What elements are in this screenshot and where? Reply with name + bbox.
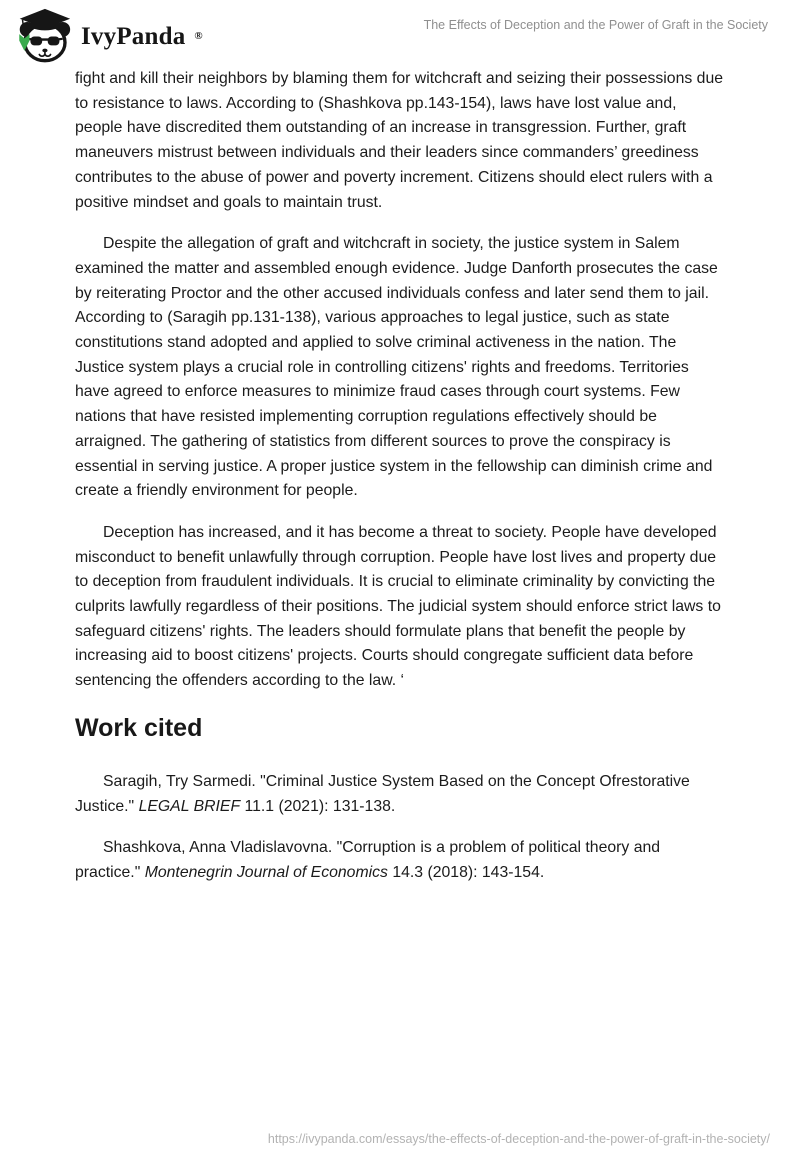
citation-journal: Montenegrin Journal of Economics <box>144 863 388 881</box>
essay-paragraph-2: Despite the allegation of graft and witchcraft in society, the justice system in Salem examined the matter and assembled enough evidence. Judge Danforth prosecutes the case by reiterating Proctor and the other accused individuals confess and later send them to jail. According to (Saragih pp.131-138), various approaches to legal justice, such as state constitutions stand adopted and applied to solve criminal activeness in the nation. The Justice system plays a crucial role in controlling citizens' rights and freedoms. Territories have agreed to enforce measures to minimize fraud cases through court systems. Few nations that have resisted implementing corruption regulations effectively should be arraigned. The gathering of statistics from different sources to prove the conspiracy is essential in serving justice. A proper justice system in the fellowship can diminish crime and create a friendly environment for people. <box>75 235 718 500</box>
citation-pages: 14.3 (2018): 143-154. <box>387 863 545 881</box>
registered-trademark-symbol: ® <box>194 30 203 42</box>
page-footer <box>268 1130 770 1148</box>
panda-graduation-icon <box>16 8 72 64</box>
source-url[interactable]: https://ivypanda.com/essays/the-effects-of-deception-and-the-power-of-graft-in-the-society/ <box>267 1132 770 1146</box>
essay-content <box>75 67 725 886</box>
ivypanda-logo[interactable] <box>16 8 203 64</box>
citation-entry-2 <box>75 836 725 885</box>
document-title: The Effects of Deception and the Power of Graft in the Society <box>423 18 768 32</box>
citation-journal: LEGAL BRIEF <box>138 797 241 815</box>
logo-wordmark: IvyPanda <box>81 22 186 50</box>
citation-text: Saragih, Try Sarmedi. "Criminal Justice System Based on the Concept Ofrestorative Justice." <box>75 772 690 815</box>
page-header <box>0 0 800 60</box>
citation-text: Shashkova, Anna Vladislavovna. "Corruption is a problem of political theory and practice." <box>75 839 661 881</box>
essay-paragraph-1: fight and kill their neighbors by blaming them for witchcraft and seizing their possessions due to resistance to laws. According to (Shashkova pp.143-154), laws have lost value and, people have discredited them outstanding of an increase in transgression. Further, graft maneuvers mistrust between individuals and their leaders since commanders’ greediness contributes to the abuse of power and poverty increment. Citizens should elect rulers with a positive mindset and goals to maintain trust. <box>75 70 724 211</box>
essay-paragraph-3: Deception has increased, and it has become a threat to society. People have developed misconduct to benefit unlawfully through corruption. People have lost lives and property due to deception from fraudulent individuals. It is crucial to eliminate criminality by convicting the culprits lawfully regardless of their positions. The judicial system should enforce strict laws to safeguard citizens' rights. The leaders should formulate plans that benefit the people by increasing aid to boost citizens' projects. Courts should congregate sufficient data before sentencing the offenders according to the law. ‘ <box>75 523 721 690</box>
citation-pages: 11.1 (2021): 131-138. <box>240 797 396 815</box>
citation-entry-1 <box>75 770 725 819</box>
work-cited-heading: Work cited <box>75 713 203 742</box>
